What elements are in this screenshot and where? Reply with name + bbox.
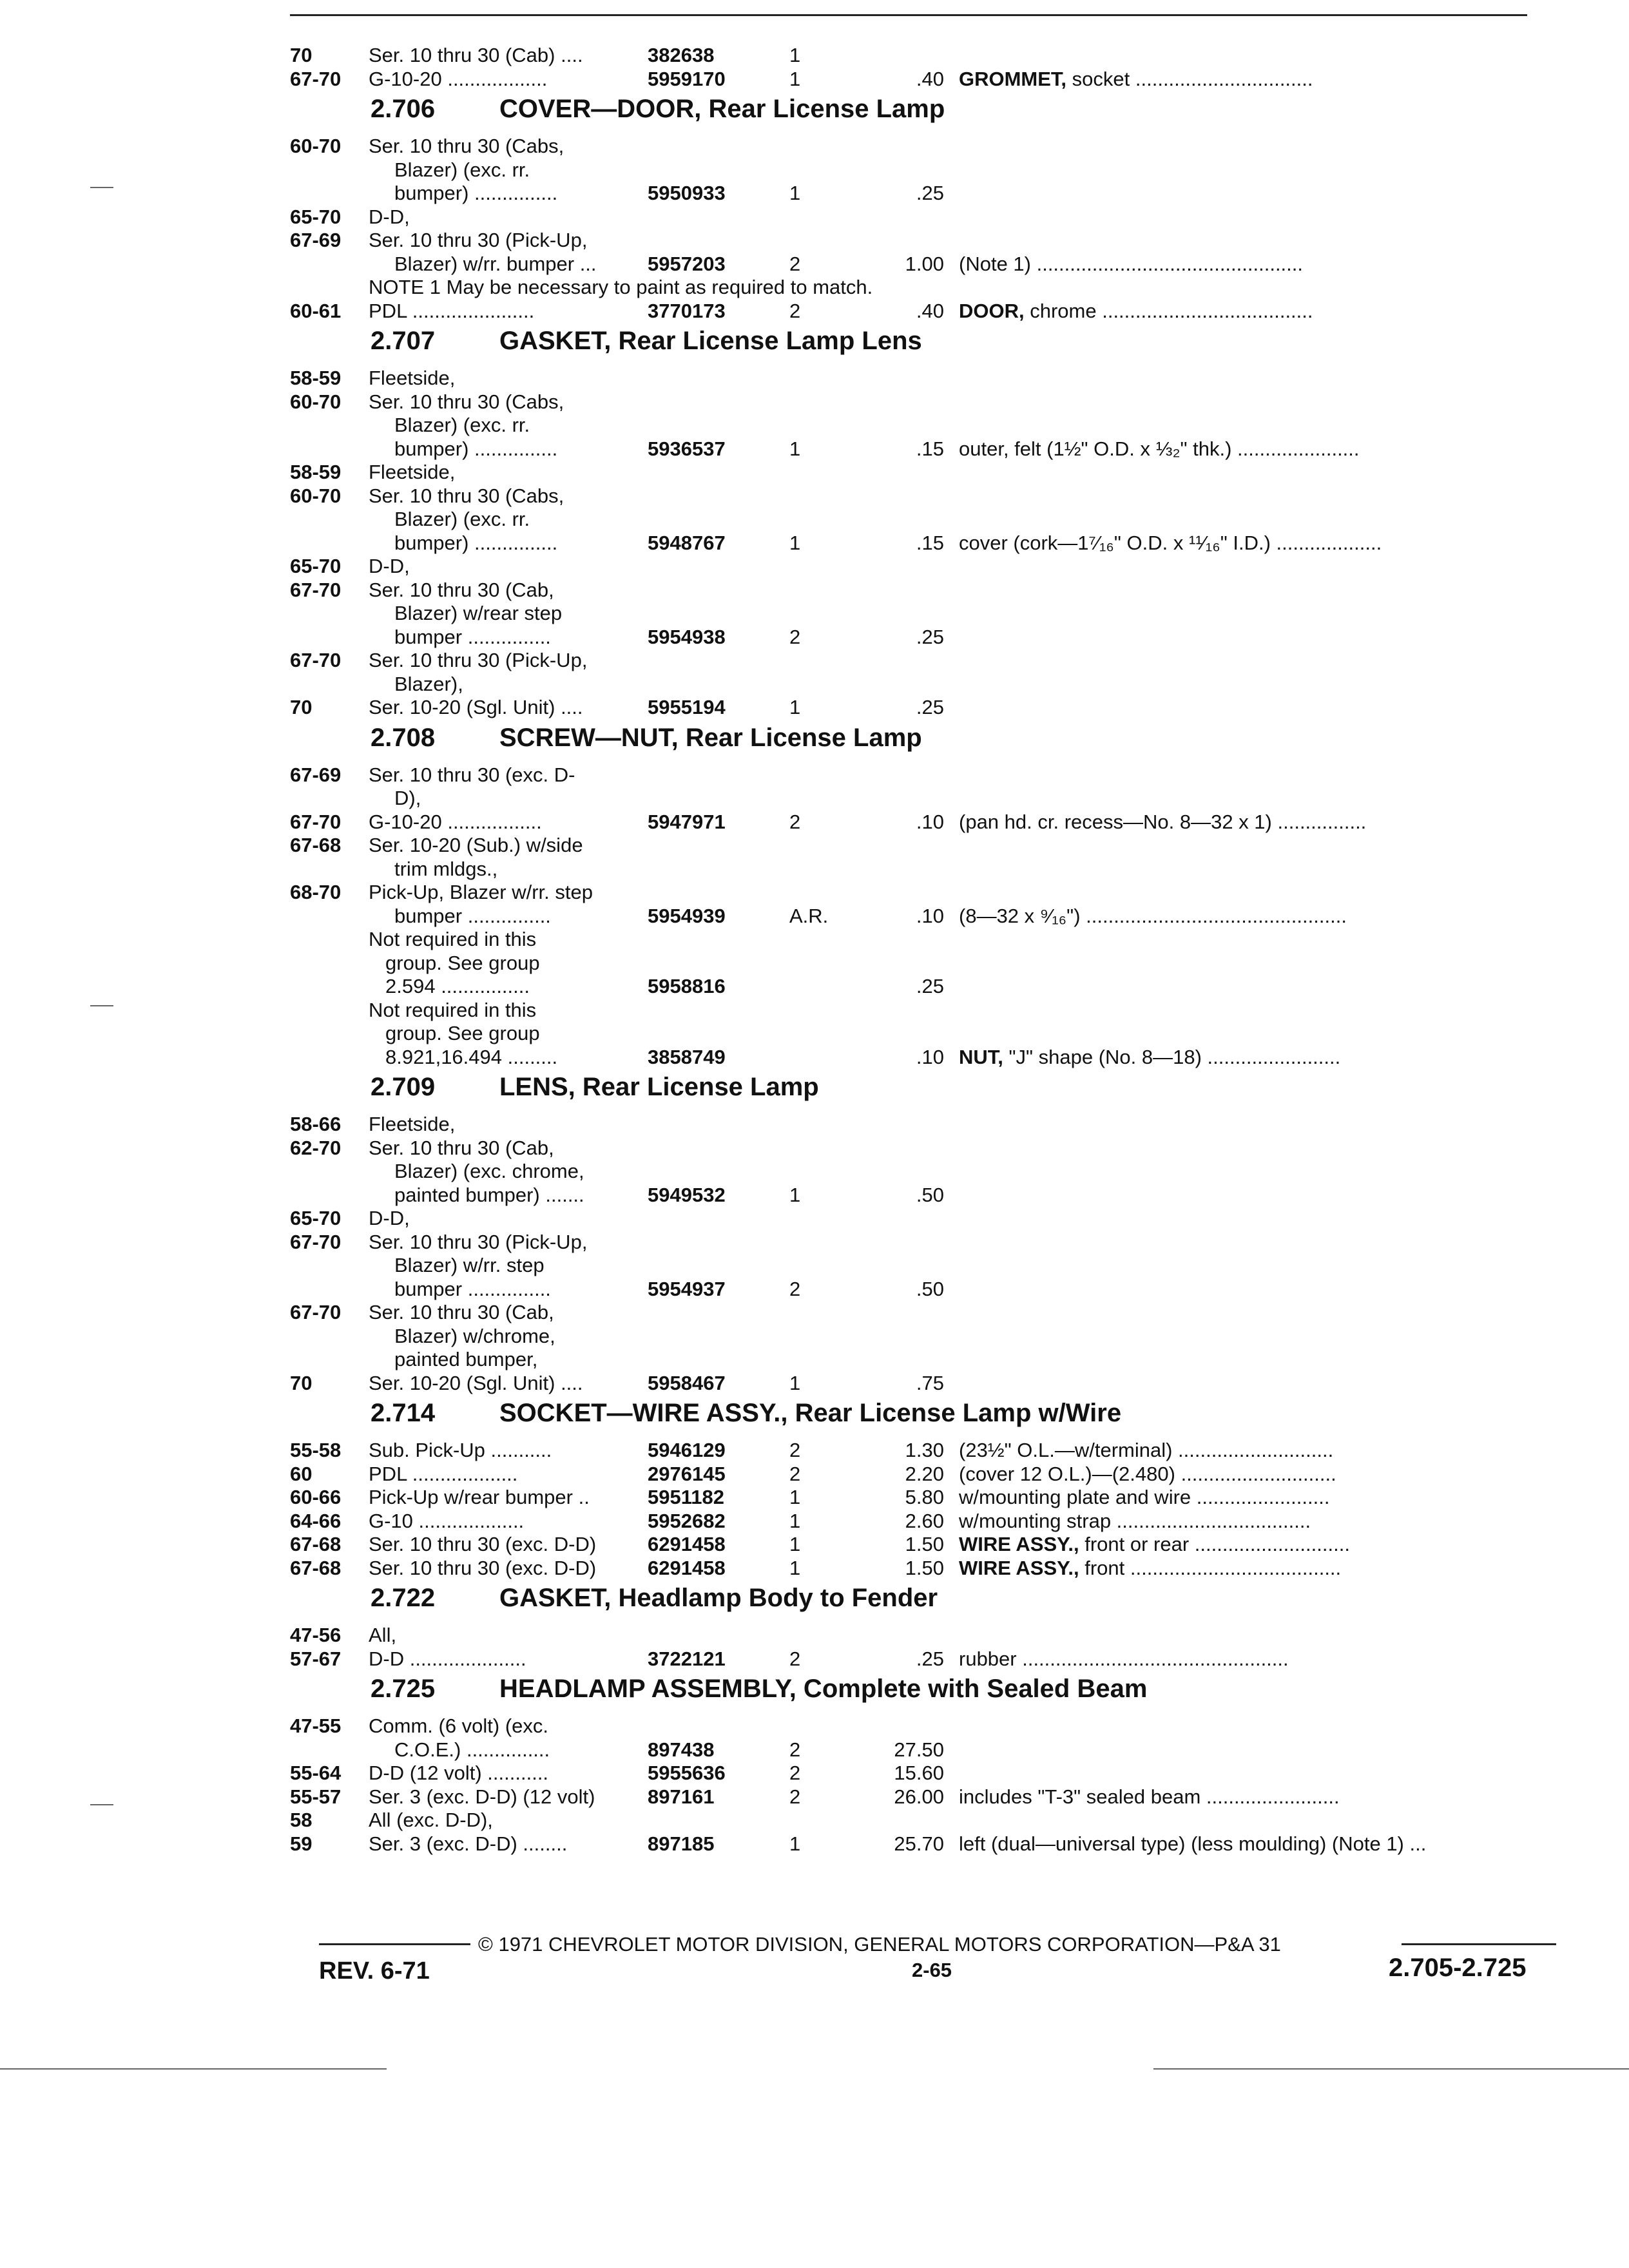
model-years: 67-70: [290, 67, 342, 90]
application-line: D-D,: [369, 1207, 410, 1229]
quantity: 2: [789, 810, 801, 833]
description: [959, 811, 1366, 834]
description-bold: DOOR,: [959, 299, 1025, 322]
description-bold: GROMMET,: [959, 67, 1067, 90]
quantity: 2: [789, 299, 801, 322]
application-line: 2.594 ................: [385, 975, 530, 997]
application-line: Blazer) (exc. rr.: [394, 158, 530, 181]
application-line: D-D .....................: [369, 1647, 526, 1670]
price: .15: [916, 437, 944, 460]
description: [959, 1557, 1341, 1580]
part-number: 6291458: [648, 1533, 726, 1555]
description: [959, 300, 1313, 323]
part-number: 3858749: [648, 1045, 726, 1068]
price: .10: [916, 810, 944, 833]
application-line: bumper ...............: [394, 1277, 551, 1300]
price: 1.50: [905, 1533, 944, 1555]
application-line: Ser. 10 thru 30 (Cab,: [369, 1301, 554, 1323]
price: .25: [916, 696, 944, 718]
description-text: front ......................................: [1079, 1556, 1342, 1579]
section-number: 2.709: [371, 1073, 436, 1101]
price: 2.60: [905, 1509, 944, 1532]
quantity: 2: [789, 1647, 801, 1670]
price: .50: [916, 1183, 944, 1206]
price: .15: [916, 531, 944, 554]
model-years: 60-70: [290, 484, 342, 507]
application-line: Blazer) w/rear step: [394, 602, 563, 624]
description-text: front or rear ............................: [1079, 1533, 1350, 1555]
footer-rule-right: [1402, 1943, 1556, 1945]
quantity: 1: [789, 1371, 801, 1394]
model-years: 67-70: [290, 578, 342, 601]
part-number: 5954937: [648, 1277, 726, 1300]
application-line: G-10-20 ..................: [369, 67, 548, 90]
part-number: 5946129: [648, 1439, 726, 1461]
application-line: Not required in this: [369, 928, 537, 950]
price: .75: [916, 1371, 944, 1394]
price: .10: [916, 1045, 944, 1068]
model-years: 58-59: [290, 461, 342, 483]
description-text: rubber ................................................: [959, 1647, 1289, 1670]
part-number: 5951182: [648, 1486, 724, 1508]
section-title: GASKET, Headlamp Body to Fender: [499, 1584, 938, 1612]
quantity: 2: [789, 1439, 801, 1461]
application-line: Fleetside,: [369, 1113, 456, 1135]
price: .25: [916, 182, 944, 204]
application-line: Ser. 10 thru 30 (Cab,: [369, 578, 554, 601]
model-years: 65-70: [290, 1207, 342, 1229]
model-years: 64-66: [290, 1509, 342, 1532]
description-text: (cover 12 O.L.)—(2.480) ............................: [959, 1462, 1336, 1485]
price: 1.50: [905, 1556, 944, 1579]
description-text: includes "T-3" sealed beam ........................: [959, 1785, 1340, 1808]
price: .25: [916, 1647, 944, 1670]
description: [959, 437, 1360, 461]
application-line: group. See group: [385, 951, 540, 974]
model-years: 70: [290, 696, 313, 718]
quantity: 1: [789, 1486, 801, 1508]
section-title: GASKET, Rear License Lamp Lens: [499, 327, 922, 355]
model-years: 70: [290, 44, 313, 66]
price: 27.50: [894, 1738, 944, 1761]
model-years: 67-69: [290, 229, 342, 251]
part-number: 382638: [648, 44, 715, 66]
application-line: Fleetside,: [369, 461, 456, 483]
description-text: chrome ......................................: [1024, 299, 1313, 322]
model-years: 67-68: [290, 1556, 342, 1579]
model-years: 65-70: [290, 205, 342, 228]
footer-range: 2.705-2.725: [1389, 1954, 1527, 1982]
part-number: 897185: [648, 1832, 715, 1855]
application-line: Not required in this: [369, 998, 537, 1021]
margin-tick: [90, 187, 113, 188]
model-years: 68-70: [290, 881, 342, 903]
description: [959, 532, 1382, 555]
application-line: painted bumper) .......: [394, 1183, 584, 1206]
quantity: A.R.: [789, 904, 829, 927]
section-number: 2.714: [371, 1399, 436, 1427]
application-line: C.O.E.) ...............: [394, 1738, 550, 1761]
application-line: Pick-Up, Blazer w/rr. step: [369, 881, 593, 903]
quantity: 2: [789, 1762, 801, 1784]
model-years: 55-58: [290, 1439, 342, 1461]
application-line: Sub. Pick-Up ...........: [369, 1439, 552, 1461]
model-years: 59: [290, 1832, 313, 1855]
model-years: 60-70: [290, 135, 342, 157]
part-number: 5959170: [648, 67, 726, 90]
application-line: Ser. 3 (exc. D-D) (12 volt): [369, 1785, 595, 1808]
application-line: Ser. 3 (exc. D-D) ........: [369, 1832, 568, 1855]
part-number: 6291458: [648, 1556, 726, 1579]
model-years: 67-69: [290, 763, 342, 786]
price: .25: [916, 975, 944, 997]
section-number: 2.722: [371, 1584, 436, 1612]
part-number: 3722121: [648, 1647, 726, 1670]
quantity: 2: [789, 252, 801, 275]
description: [959, 68, 1313, 91]
quantity: 1: [789, 1556, 801, 1579]
application-line: D),: [394, 787, 421, 809]
quantity: 1: [789, 67, 801, 90]
application-line: Ser. 10 thru 30 (exc. D-: [369, 763, 575, 786]
description: [959, 253, 1303, 276]
footer-rule-left: [319, 1943, 470, 1945]
model-years: 47-56: [290, 1624, 342, 1646]
quantity: 2: [789, 1277, 801, 1300]
application-line: Ser. 10 thru 30 (Cab) ....: [369, 44, 583, 66]
model-years: 67-70: [290, 649, 342, 671]
application-line: Ser. 10 thru 30 (Pick-Up,: [369, 1230, 588, 1253]
description-bold: NUT,: [959, 1045, 1003, 1068]
application-line: Ser. 10 thru 30 (exc. D-D): [369, 1556, 597, 1579]
application-line: Ser. 10 thru 30 (Pick-Up,: [369, 649, 588, 671]
part-number: 5957203: [648, 252, 726, 275]
scan-bottom-rule: [0, 2068, 387, 2070]
model-years: 60-70: [290, 390, 342, 413]
scan-bottom-rule: [1153, 2068, 1629, 2070]
part-number: 5952682: [648, 1509, 726, 1532]
price: 15.60: [894, 1762, 944, 1784]
quantity: 1: [789, 1183, 801, 1206]
price: 5.80: [905, 1486, 944, 1508]
application-line: D-D (12 volt) ...........: [369, 1762, 549, 1784]
model-years: 55-64: [290, 1762, 342, 1784]
application-line: Ser. 10-20 (Sgl. Unit) ....: [369, 1371, 583, 1394]
model-years: 67-68: [290, 834, 342, 856]
application-line: bumper) ...............: [394, 437, 558, 460]
section-title: SOCKET—WIRE ASSY., Rear License Lamp w/Wire: [499, 1399, 1122, 1427]
quantity: 1: [789, 437, 801, 460]
application-line: G-10-20 .................: [369, 810, 542, 833]
quantity: 1: [789, 182, 801, 204]
model-years: 58-59: [290, 367, 342, 389]
application-line: Blazer) (exc. rr.: [394, 414, 530, 436]
application-line: Ser. 10 thru 30 (Cabs,: [369, 135, 564, 157]
description-text: outer, felt (1½" O.D. x ⅓₂" thk.) ......................: [959, 437, 1360, 460]
application-line: Blazer) w/chrome,: [394, 1324, 555, 1347]
description-text: left (dual—universal type) (less moulding) (Note 1) ...: [959, 1832, 1427, 1855]
application-line: Comm. (6 volt) (exc.: [369, 1715, 549, 1737]
footer-page-number: 2-65: [912, 1959, 952, 1981]
model-years: 67-70: [290, 1301, 342, 1323]
application-line: Fleetside,: [369, 367, 456, 389]
model-years: 60-61: [290, 299, 342, 322]
application-line: D-D,: [369, 205, 410, 228]
application-line: D-D,: [369, 555, 410, 577]
application-line: All,: [369, 1624, 397, 1646]
description-text: (8—32 x ⁹⁄₁₆") ...............................................: [959, 904, 1347, 927]
description: [959, 1439, 1333, 1462]
model-years: 67-70: [290, 1230, 342, 1253]
application-line: bumper) ...............: [394, 182, 558, 204]
description: [959, 1510, 1311, 1533]
model-years: 60-66: [290, 1486, 342, 1508]
application-line: PDL ......................: [369, 299, 535, 322]
margin-tick: [90, 1005, 113, 1006]
application-line: Ser. 10 thru 30 (Pick-Up,: [369, 229, 588, 251]
price: .50: [916, 1277, 944, 1300]
application-line: Ser. 10-20 (Sgl. Unit) ....: [369, 696, 583, 718]
section-number: 2.725: [371, 1675, 436, 1703]
description-bold: WIRE ASSY.,: [959, 1556, 1079, 1579]
application-line: bumper ...............: [394, 904, 551, 927]
application-line: NOTE 1 May be necessary to paint as required to match.: [369, 276, 873, 298]
part-number: 5947971: [648, 810, 726, 833]
description-text: w/mounting strap ...................................: [959, 1509, 1311, 1532]
application-line: painted bumper,: [394, 1348, 538, 1370]
application-line: Blazer),: [394, 672, 463, 695]
quantity: 1: [789, 1832, 801, 1855]
part-number: 5954939: [648, 904, 726, 927]
application-line: Pick-Up w/rear bumper ..: [369, 1486, 590, 1508]
part-number: 5950933: [648, 182, 726, 204]
price: .10: [916, 904, 944, 927]
footer-copyright: © 1971 CHEVROLET MOTOR DIVISION, GENERAL MOTORS CORPORATION—P&A 31: [478, 1933, 1281, 1956]
model-years: 47-55: [290, 1715, 342, 1737]
description-text: (pan hd. cr. recess—No. 8—32 x 1) ................: [959, 810, 1367, 833]
model-years: 57-67: [290, 1647, 342, 1670]
description-text: w/mounting plate and wire ........................: [959, 1486, 1330, 1508]
application-line: bumper) ...............: [394, 531, 558, 554]
part-number: 897438: [648, 1738, 715, 1761]
quantity: 2: [789, 1462, 801, 1485]
application-line: Blazer) (exc. chrome,: [394, 1160, 584, 1182]
application-line: Blazer) (exc. rr.: [394, 508, 530, 530]
description: [959, 1832, 1426, 1856]
description: [959, 1046, 1340, 1069]
price: 1.30: [905, 1439, 944, 1461]
section-title: LENS, Rear License Lamp: [499, 1073, 819, 1101]
description: [959, 1785, 1340, 1809]
description-text: (23½" O.L.—w/terminal) ............................: [959, 1439, 1334, 1461]
part-number: 897161: [648, 1785, 715, 1808]
price: 25.70: [894, 1832, 944, 1855]
part-number: 3770173: [648, 299, 726, 322]
price: 2.20: [905, 1462, 944, 1485]
footer-revision: REV. 6-71: [319, 1957, 430, 1984]
description-text: cover (cork—1⁷⁄₁₆" O.D. x ¹¹⁄₁₆" I.D.) ...................: [959, 531, 1382, 554]
application-line: All (exc. D-D),: [369, 1809, 493, 1831]
quantity: 1: [789, 1533, 801, 1555]
application-line: Ser. 10 thru 30 (Cabs,: [369, 390, 564, 413]
description-text: socket ................................: [1066, 67, 1313, 90]
price: .40: [916, 67, 944, 90]
part-number: 2976145: [648, 1462, 726, 1485]
section-title: SCREW—NUT, Rear License Lamp: [499, 723, 922, 752]
application-line: PDL ...................: [369, 1462, 518, 1485]
model-years: 70: [290, 1371, 313, 1394]
application-line: trim mldgs.,: [394, 857, 498, 880]
application-line: bumper ...............: [394, 625, 551, 648]
description-text: (Note 1) ................................................: [959, 252, 1304, 275]
part-number: 5948767: [648, 531, 726, 554]
top-rule: [290, 14, 1527, 16]
part-number: 5955194: [648, 696, 726, 718]
section-number: 2.707: [371, 327, 436, 355]
application-line: Ser. 10 thru 30 (Cabs,: [369, 484, 564, 507]
model-years: 67-70: [290, 810, 342, 833]
application-line: Blazer) w/rr. bumper ...: [394, 252, 597, 275]
margin-tick: [90, 1804, 113, 1805]
description-text: "J" shape (No. 8—18) ........................: [1003, 1045, 1341, 1068]
part-number: 5949532: [648, 1183, 726, 1206]
price: 26.00: [894, 1785, 944, 1808]
quantity: 1: [789, 531, 801, 554]
section-title: HEADLAMP ASSEMBLY, Complete with Sealed Beam: [499, 1675, 1148, 1703]
description: [959, 1533, 1350, 1556]
price: .25: [916, 625, 944, 648]
quantity: 2: [789, 625, 801, 648]
model-years: 65-70: [290, 555, 342, 577]
section-number: 2.706: [371, 95, 436, 123]
quantity: 2: [789, 1738, 801, 1761]
quantity: 1: [789, 44, 801, 66]
model-years: 58-66: [290, 1113, 342, 1135]
quantity: 1: [789, 696, 801, 718]
application-line: Ser. 10-20 (Sub.) w/side: [369, 834, 583, 856]
section-title: COVER—DOOR, Rear License Lamp: [499, 95, 945, 123]
description: [959, 1648, 1289, 1671]
section-number: 2.708: [371, 723, 436, 752]
model-years: 62-70: [290, 1136, 342, 1159]
price: .40: [916, 299, 944, 322]
model-years: 60: [290, 1462, 313, 1485]
part-number: 5954938: [648, 625, 726, 648]
description-bold: WIRE ASSY.,: [959, 1533, 1079, 1555]
part-number: 5955636: [648, 1762, 726, 1784]
application-line: G-10 ...................: [369, 1509, 525, 1532]
description: [959, 905, 1347, 928]
application-line: Ser. 10 thru 30 (Cab,: [369, 1136, 554, 1159]
quantity: 2: [789, 1785, 801, 1808]
model-years: 58: [290, 1809, 313, 1831]
application-line: 8.921,16.494 .........: [385, 1045, 558, 1068]
application-line: Ser. 10 thru 30 (exc. D-D): [369, 1533, 597, 1555]
application-line: Blazer) w/rr. step: [394, 1254, 545, 1276]
price: 1.00: [905, 252, 944, 275]
quantity: 1: [789, 1509, 801, 1532]
model-years: 67-68: [290, 1533, 342, 1555]
application-line: group. See group: [385, 1022, 540, 1044]
model-years: 55-57: [290, 1785, 342, 1808]
part-number: 5958467: [648, 1371, 726, 1394]
description: [959, 1463, 1336, 1486]
description: [959, 1486, 1329, 1509]
part-number: 5936537: [648, 437, 726, 460]
part-number: 5958816: [648, 975, 726, 997]
